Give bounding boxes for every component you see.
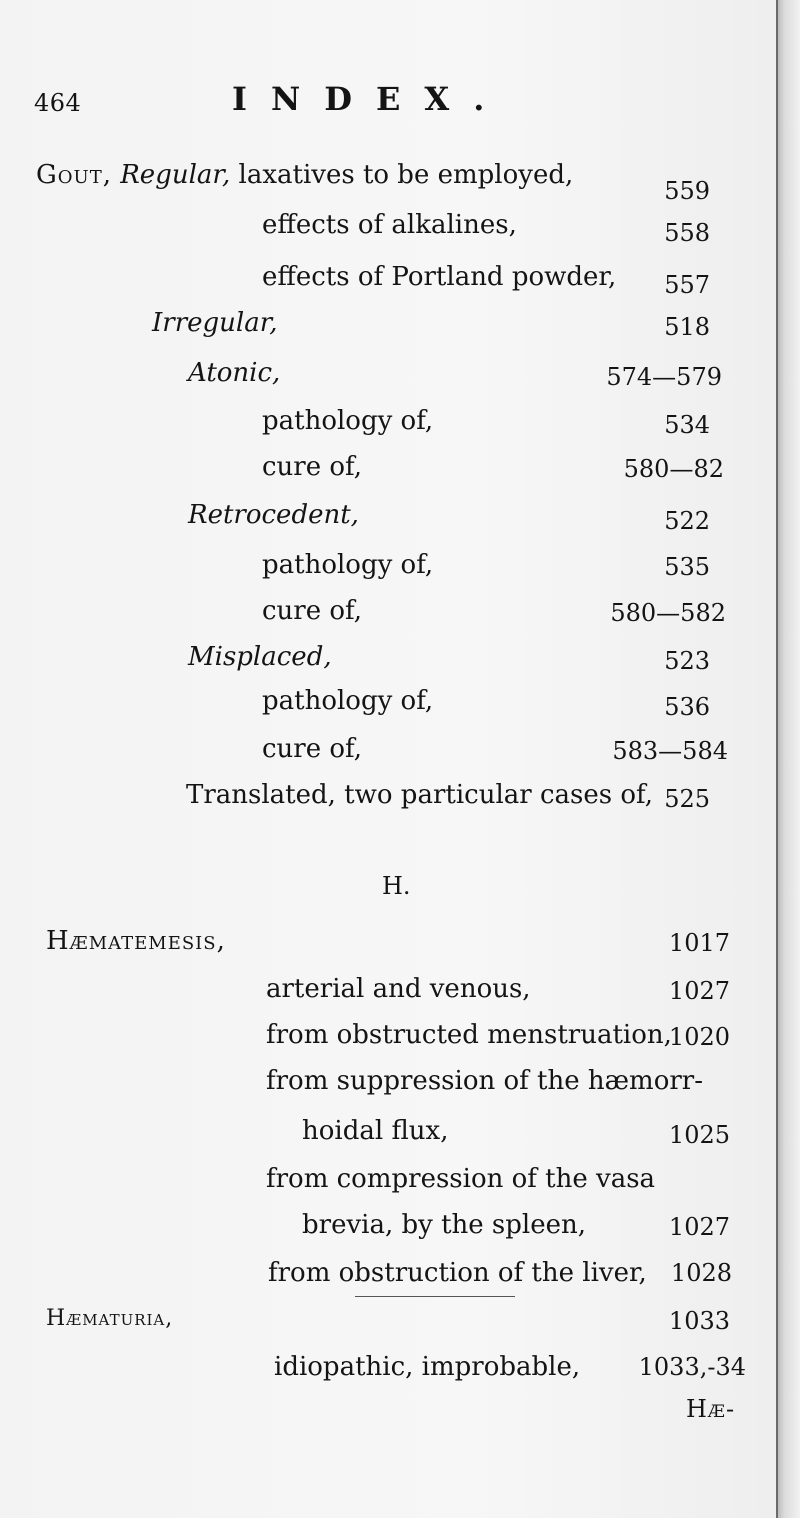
- section-letter: H.: [382, 872, 411, 900]
- entry-page: 525: [664, 785, 710, 813]
- entry-page: 1020: [668, 1023, 730, 1051]
- entry-text: pathology of,: [262, 686, 434, 716]
- entry-text: from obstruction of the liver,: [268, 1258, 647, 1288]
- entry-text: idiopathic, improbable,: [274, 1352, 581, 1382]
- entry-page: 557: [664, 271, 710, 299]
- divider-rule: [355, 1296, 515, 1297]
- entry-text: brevia, by the spleen,: [302, 1210, 587, 1240]
- entry-text: from compression of the vasa: [266, 1164, 656, 1194]
- entry-text: effects of alkalines,: [262, 210, 517, 240]
- entry-text: cure of,: [262, 452, 363, 482]
- entry-page: 1017: [668, 929, 730, 957]
- entry-text: from obstructed menstruation,: [266, 1020, 672, 1050]
- entry-page: 583—584: [612, 737, 728, 765]
- catchword: Hæ-: [686, 1395, 736, 1423]
- entry-page: 574—579: [606, 363, 722, 391]
- entry-page: 518: [664, 313, 710, 341]
- entry-sub: Atonic,: [188, 358, 281, 388]
- entry-sub: Misplaced,: [188, 642, 332, 672]
- page-number: 464: [34, 89, 82, 117]
- entry-page: 580—582: [610, 599, 726, 627]
- entry-text: arterial and venous,: [266, 974, 531, 1004]
- entry-page: 558: [664, 219, 710, 247]
- entry-text: pathology of,: [262, 406, 434, 436]
- entry-page: 1027: [668, 977, 730, 1005]
- entry-text: hoidal flux,: [302, 1116, 449, 1146]
- entry-page: 522: [664, 507, 710, 535]
- page-edge: [778, 0, 800, 1518]
- entry-text: cure of,: [262, 734, 363, 764]
- entry-text: cure of,: [262, 596, 363, 626]
- entry-page: 1025: [668, 1121, 730, 1149]
- entry-page: 559: [664, 177, 710, 205]
- entry-page: 1028: [670, 1259, 732, 1287]
- entry-sub: Irregular,: [152, 308, 278, 338]
- entry-head: Gout,: [36, 160, 112, 190]
- entry-sub: Retrocedent,: [188, 500, 359, 530]
- entry-page: 1033,-34: [638, 1353, 746, 1381]
- entry-gout-line: [36, 160, 573, 190]
- entry-page: 535: [664, 553, 710, 581]
- entry-page: 1033: [668, 1307, 730, 1335]
- entry-page: 580—82: [623, 455, 724, 483]
- entry-text: laxatives to be employed,: [238, 160, 574, 190]
- entry-page: 534: [664, 411, 710, 439]
- entry-page: 536: [664, 693, 710, 721]
- entry-page: 523: [664, 647, 710, 675]
- entry-text: Translated, two particular cases of,: [186, 780, 653, 810]
- entry-head: Hæmatemesis,: [46, 926, 226, 956]
- entry-text: pathology of,: [262, 550, 434, 580]
- entry-page: 1027: [668, 1213, 730, 1241]
- entry-text: from suppression of the hæmorr-: [266, 1066, 703, 1096]
- page-title: INDEX.: [232, 80, 509, 118]
- entry-text: effects of Portland powder,: [262, 262, 617, 292]
- entry-head: Hæmaturia,: [46, 1306, 174, 1331]
- entry-sub: Regular,: [120, 160, 231, 190]
